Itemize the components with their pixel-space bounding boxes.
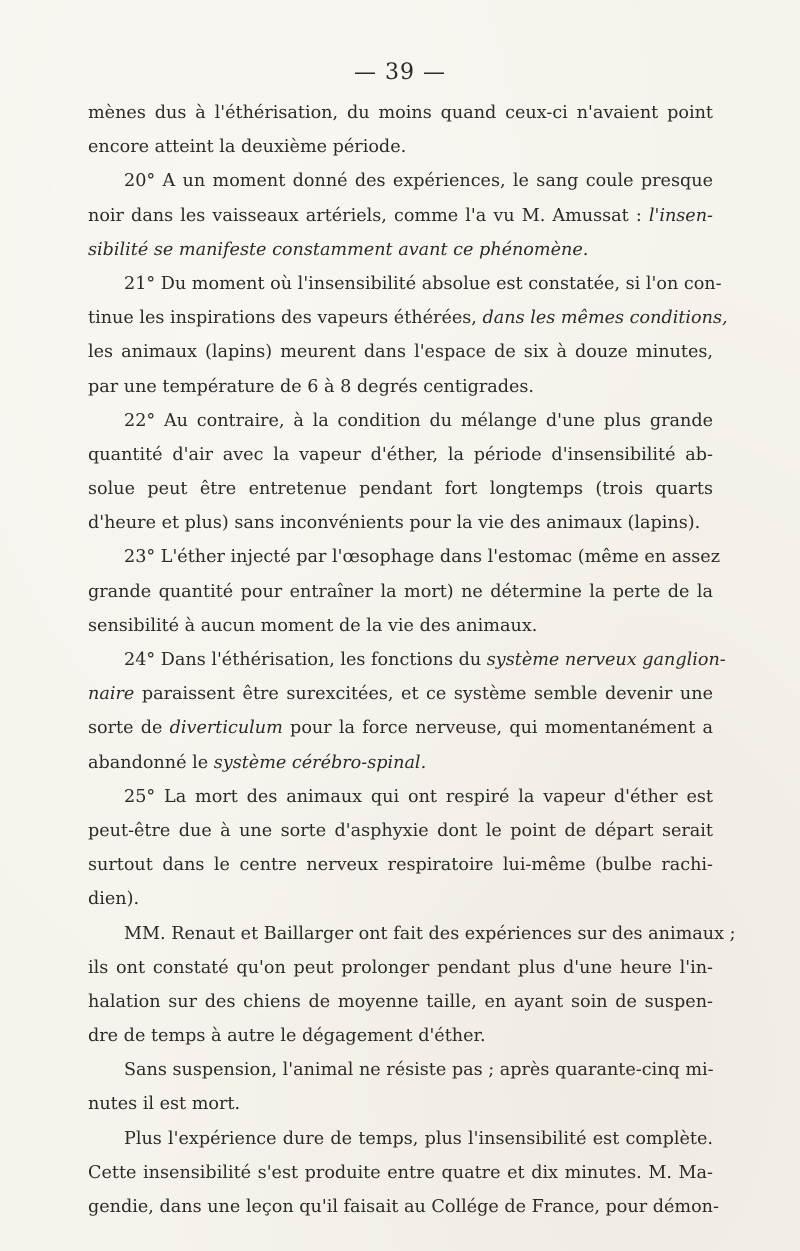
text-run: dien). <box>88 889 140 910</box>
text-line <box>88 746 713 780</box>
text-run: sorte de <box>88 718 170 739</box>
text-run: 23° L'éther injecté par l'œsophage dans l'estomac (même en assez <box>124 547 720 568</box>
text-run: encore atteint la deuxième période. <box>88 137 407 158</box>
text-line <box>88 1156 713 1190</box>
text-run: gendie, dans une leçon qu'il faisait au Collége de France, pour démon- <box>88 1197 719 1217</box>
text-line <box>88 848 713 882</box>
text-run: paraissent être surexcitées, et ce système semble devenir une <box>134 684 713 705</box>
page-number: — 39 — <box>354 60 446 85</box>
text-run: solue peut être entretenue pendant fort longtemps (trois quarts <box>88 479 713 500</box>
text-line <box>88 814 713 848</box>
text-run: halation sur des chiens de moyenne taille, en ayant soin de suspen- <box>88 991 713 1012</box>
text-run: nutes il est mort. <box>88 1094 241 1115</box>
text-line <box>88 96 713 130</box>
text-run: peut-être due à une sorte d'asphyxie dont le point de départ serait <box>88 820 713 841</box>
italic-run: système cérébro-spinal. <box>213 752 427 773</box>
text-line <box>88 1122 713 1156</box>
text-run: noir dans les vaisseaux artériels, comme l'a vu M. Amussat : <box>88 205 649 226</box>
text-run: d'heure et plus) sans inconvénients pour la vie des animaux (lapins). <box>88 513 701 534</box>
text-line <box>88 267 722 301</box>
text-run: 24° Dans l'éthérisation, les fonctions du <box>124 650 487 670</box>
text-run: 20° A un moment donné des expériences, le sang coule presque <box>124 171 713 192</box>
text-run: par une température de 6 à 8 degrés centigrades. <box>88 376 535 397</box>
italic-run: naire <box>88 684 135 705</box>
text-run: les animaux (lapins) meurent dans l'espace de six à douze minutes, <box>88 342 713 363</box>
text-line <box>88 472 713 506</box>
italic-run: dans les mêmes conditions, <box>482 308 728 329</box>
text-run: mènes dus à l'éthérisation, du moins quand ceux-ci n'avaient point <box>88 103 713 123</box>
text-line <box>88 335 713 369</box>
text-run: quantité d'air avec la vapeur d'éther, la période d'insensibilité ab- <box>88 444 713 465</box>
text-line <box>88 780 713 814</box>
text-line <box>88 199 713 233</box>
text-line <box>88 711 713 745</box>
text-line <box>88 677 713 711</box>
text-run: 25° La mort des animaux qui ont respiré la vapeur d'éther est <box>124 786 713 807</box>
text-run: surtout dans le centre nerveux respiratoire lui-même (bulbe rachi- <box>88 855 713 876</box>
text-run: pour la force nerveuse, qui momentanément a <box>282 718 713 739</box>
text-run: grande quantité pour entraîner la mort) ne détermine la perte de la <box>88 581 713 602</box>
text-line <box>88 1019 713 1053</box>
text-line <box>88 609 713 643</box>
text-run: abandonné le <box>88 752 214 773</box>
text-line <box>88 1190 719 1224</box>
text-line <box>88 575 713 609</box>
italic-run: l'insen- <box>648 205 713 226</box>
text-run: ils ont constaté qu'on peut prolonger pendant plus d'une heure l'in- <box>88 957 713 978</box>
text-line <box>88 233 713 267</box>
italic-run: système nerveux ganglion- <box>486 650 726 670</box>
italic-run: diverticulum <box>169 718 283 739</box>
text-line <box>88 951 713 985</box>
text-run: Cette insensibilité s'est produite entre quatre et dix minutes. M. Ma- <box>88 1162 713 1183</box>
text-run: Sans suspension, l'animal ne résiste pas ; après quarante-cinq mi- <box>124 1060 714 1081</box>
text-run: tinue les inspirations des vapeurs éthérées, <box>88 308 483 329</box>
text-run: 22° Au contraire, à la condition du mélange d'une plus grande <box>124 410 713 431</box>
text-line <box>88 301 728 335</box>
text-line <box>88 130 713 164</box>
text-line <box>88 506 713 540</box>
text-line <box>88 404 713 438</box>
text-run: dre de temps à autre le dégagement d'éther. <box>88 1026 486 1047</box>
text-run: 21° Du moment où l'insensibilité absolue est constatée, si l'on con- <box>124 273 722 294</box>
text-line <box>88 643 726 677</box>
text-run: Plus l'expérience dure de temps, plus l'insensibilité est complète. <box>124 1128 713 1149</box>
text-line <box>88 370 713 404</box>
italic-run: sibilité se manifeste constamment avant ce phénomène. <box>88 239 589 260</box>
text-line <box>88 1053 713 1087</box>
text-line <box>88 882 713 916</box>
text-line <box>88 1087 713 1121</box>
text-line <box>88 438 713 472</box>
text-line <box>88 540 720 574</box>
text-line <box>88 985 713 1019</box>
text-run: sensibilité à aucun moment de la vie des animaux. <box>88 615 538 636</box>
text-line <box>88 164 713 198</box>
text-run: MM. Renaut et Baillarger ont fait des expériences sur des animaux ; <box>124 923 736 944</box>
body-text <box>88 96 736 1224</box>
text-line <box>88 917 736 951</box>
